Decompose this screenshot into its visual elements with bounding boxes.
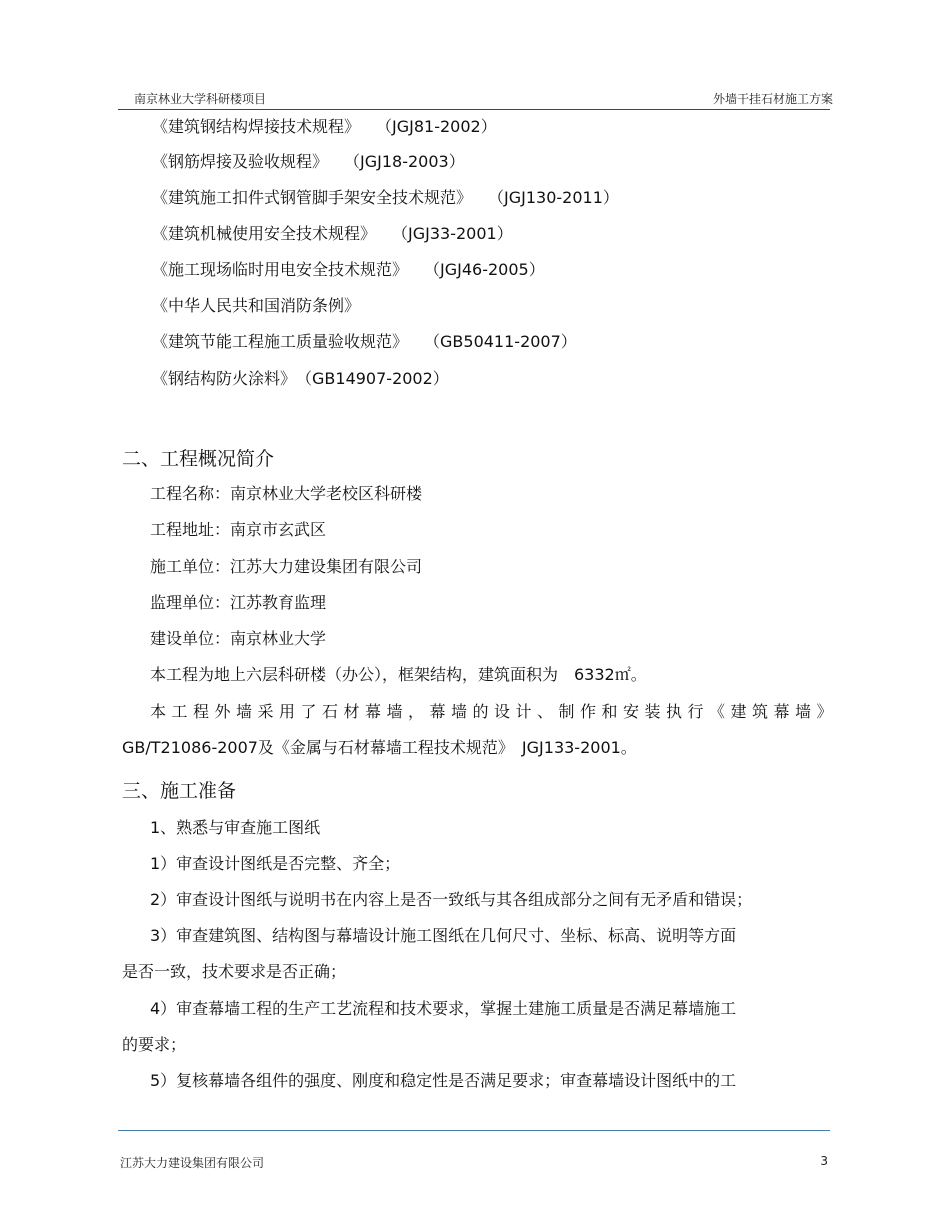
header-project-name: 南京林业大学科研楼项目 <box>134 92 267 106</box>
reference-code: （JGJ18-2003） <box>352 152 465 171</box>
section-heading-preparation: 三、施工准备 <box>122 780 237 802</box>
header-rule <box>118 109 830 110</box>
construction-unit-line: 施工单位：江苏大力建设集团有限公司 <box>150 557 423 576</box>
review-line: 3）审查建筑图、结构图与幕墙设计施工图纸在几何尺寸、坐标、标高、说明等方面 <box>150 926 737 945</box>
reference-title: 《建筑施工扣件式钢管脚手架安全技术规范》 <box>152 188 473 207</box>
reference-item <box>152 369 449 389</box>
reference-item <box>152 260 545 280</box>
review-line: 4）审查幕墙工程的生产工艺流程和技术要求，掌握土建施工质量是否满足幕墙施工 <box>150 999 737 1018</box>
reference-code: （GB14907-2002） <box>304 369 449 388</box>
project-name-line: 工程名称：南京林业大学老校区科研楼 <box>150 484 423 503</box>
footer-company: 江苏大力建设集团有限公司 <box>120 1156 265 1170</box>
curtain-wall-paragraph-line1: 本工程外墙采用了石材幕墙，幕墙的设计、制作和安装执行《建筑幕墙》 <box>150 702 839 721</box>
reference-title: 《建筑机械使用安全技术规程》 <box>152 224 377 243</box>
curtain-wall-paragraph-line2: GB/T21086-2007及《金属与石材幕墙工程技术规范》 JGJ133-2001。 <box>122 738 637 757</box>
reference-item <box>152 224 513 244</box>
reference-title: 《中华人民共和国消防条例》 <box>152 296 361 315</box>
review-line: 5）复核幕墙各组件的强度、刚度和稳定性是否满足要求；审查幕墙设计图纸中的工 <box>150 1071 737 1090</box>
review-line: 是否一致，技术要求是否正确； <box>122 962 347 981</box>
review-line: 1）审查设计图纸是否完整、齐全； <box>150 854 401 873</box>
supervision-unit-line: 监理单位：江苏教育监理 <box>150 593 327 612</box>
reference-code: （JGJ81-2002） <box>384 117 497 136</box>
reference-code: （JGJ130-2011） <box>496 188 619 207</box>
prep-item-1-title: 1、熟悉与审查施工图纸 <box>150 818 321 837</box>
reference-title: 《钢筋焊接及验收规程》 <box>152 152 329 171</box>
building-area-line: 本工程为地上六层科研楼（办公），框架结构，建筑面积为 6332㎡。 <box>150 665 647 684</box>
project-address-line: 工程地址：南京市玄武区 <box>150 520 327 539</box>
reference-item <box>152 188 619 208</box>
reference-item <box>152 117 497 137</box>
reference-title: 《钢结构防火涂料》 <box>152 369 297 388</box>
section-heading-overview: 二、工程概况简介 <box>122 448 275 470</box>
review-line: 2）审查设计图纸与说明书在内容上是否一致纸与其各组成部分之间有无矛盾和错误； <box>150 890 753 909</box>
reference-item <box>152 152 465 172</box>
owner-unit-line: 建设单位：南京林业大学 <box>150 629 327 648</box>
reference-item <box>152 332 577 352</box>
reference-title: 《建筑钢结构焊接技术规程》 <box>152 117 361 136</box>
header-document-title: 外墙干挂石材施工方案 <box>712 92 833 106</box>
reference-code: （JGJ33-2001） <box>400 224 513 243</box>
page-number: 3 <box>820 1154 828 1168</box>
reference-title: 《施工现场临时用电安全技术规范》 <box>152 260 409 279</box>
reference-title: 《建筑节能工程施工质量验收规范》 <box>152 332 409 351</box>
footer-rule <box>118 1130 830 1131</box>
reference-code: （GB50411-2007） <box>432 332 577 351</box>
reference-item <box>152 296 360 316</box>
reference-code: （JGJ46-2005） <box>432 260 545 279</box>
review-line: 的要求； <box>122 1035 187 1054</box>
